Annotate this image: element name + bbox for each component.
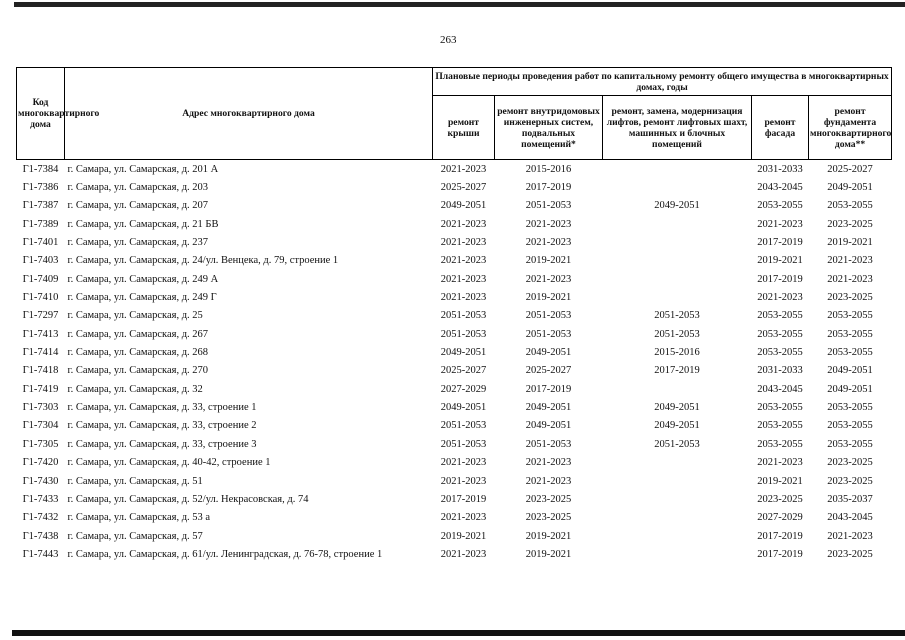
- cell-facade: 2023-2025: [757, 493, 803, 505]
- cell-lifts: [603, 527, 752, 545]
- cell-lifts: [603, 509, 752, 527]
- table-row: [17, 343, 892, 361]
- cell-address: г. Самара, ул. Самарская, д. 201 А: [67, 163, 219, 175]
- cell-systems: 2021-2023: [525, 218, 572, 230]
- cell-systems: 2021-2023: [525, 457, 572, 469]
- cell-address: г. Самара, ул. Самарская, д. 33, строение 1: [67, 402, 257, 414]
- cell-facade: 2017-2019: [757, 548, 803, 560]
- cell-foundation: 2049-2051: [827, 383, 873, 395]
- cell-foundation: 2021-2023: [827, 530, 873, 542]
- cell-systems: 2019-2021: [525, 548, 572, 560]
- cell-foundation: 2025-2027: [827, 163, 873, 175]
- cell-code: Г1-7443: [22, 548, 59, 560]
- cell-address: г. Самара, ул. Самарская, д. 21 БВ: [67, 218, 219, 230]
- cell-lifts: [603, 252, 752, 270]
- cell-facade: 2021-2023: [757, 218, 803, 230]
- cell-code: Г1-7433: [22, 493, 59, 505]
- cell-lifts: [603, 270, 752, 288]
- cell-roof: 2021-2023: [440, 457, 487, 469]
- cell-systems: 2017-2019: [525, 182, 572, 194]
- cell-foundation: 2053-2055: [827, 328, 873, 340]
- cell-address: г. Самара, ул. Самарская, д. 61/ул. Ленинградская, д. 76-78, строение 1: [67, 548, 383, 560]
- cell-address: г. Самара, ул. Самарская, д. 33, строение 2: [67, 420, 257, 432]
- cell-foundation: 2021-2023: [827, 255, 873, 267]
- cell-systems: 2019-2021: [525, 255, 572, 267]
- header-address: Адрес многоквартирного дома: [65, 68, 433, 160]
- header-systems: ремонт внутридомовых инженерных систем, подвальных помещений*: [495, 96, 603, 160]
- cell-roof: 2051-2053: [440, 420, 487, 432]
- cell-roof: 2021-2023: [440, 475, 487, 487]
- cell-foundation: 2053-2055: [827, 200, 873, 212]
- table-row: [17, 527, 892, 545]
- cell-lifts: 2049-2051: [654, 402, 700, 414]
- cell-lifts: [603, 288, 752, 306]
- cell-systems: 2019-2021: [525, 292, 572, 304]
- cell-roof: 2021-2023: [440, 237, 487, 249]
- cell-code: Г1-7413: [22, 328, 59, 340]
- cell-facade: 2043-2045: [757, 383, 803, 395]
- cell-facade: 2053-2055: [757, 310, 803, 322]
- cell-code: Г1-7384: [22, 163, 59, 175]
- cell-address: г. Самара, ул. Самарская, д. 268: [67, 347, 209, 359]
- cell-foundation: 2053-2055: [827, 402, 873, 414]
- table-row: [17, 252, 892, 270]
- cell-systems: 2025-2027: [525, 365, 572, 377]
- cell-systems: 2051-2053: [525, 438, 572, 450]
- table-row: [17, 215, 892, 233]
- cell-address: г. Самара, ул. Самарская, д. 24/ул. Венцека, д. 79, строение 1: [67, 255, 339, 267]
- cell-lifts: [603, 472, 752, 490]
- cell-address: г. Самара, ул. Самарская, д. 207: [67, 200, 209, 212]
- table-row: [17, 490, 892, 508]
- table-row: [17, 160, 892, 179]
- table-row: [17, 380, 892, 398]
- table-row: [17, 545, 892, 563]
- table-row: [17, 233, 892, 251]
- cell-code: Г1-7304: [22, 420, 59, 432]
- cell-code: Г1-7387: [22, 200, 59, 212]
- table-row: [17, 398, 892, 416]
- cell-address: г. Самара, ул. Самарская, д. 249 А: [67, 273, 219, 285]
- cell-systems: 2021-2023: [525, 237, 572, 249]
- cell-facade: 2017-2019: [757, 237, 803, 249]
- cell-address: г. Самара, ул. Самарская, д. 53 а: [67, 512, 211, 524]
- table-row: [17, 197, 892, 215]
- header-periods: Плановые периоды проведения работ по капитальному ремонту общего имущества в многоквартирных домах, годы: [433, 68, 892, 96]
- cell-lifts: [603, 545, 752, 563]
- cell-systems: 2051-2053: [525, 310, 572, 322]
- cell-address: г. Самара, ул. Самарская, д. 267: [67, 328, 209, 340]
- cell-roof: 2021-2023: [440, 548, 487, 560]
- cell-code: Г1-7410: [22, 292, 59, 304]
- cell-facade: 2017-2019: [757, 530, 803, 542]
- cell-roof: 2049-2051: [440, 402, 487, 414]
- cell-facade: 2021-2023: [757, 292, 803, 304]
- cell-systems: 2015-2016: [525, 163, 572, 175]
- cell-address: г. Самара, ул. Самарская, д. 51: [67, 475, 203, 487]
- cell-address: г. Самара, ул. Самарская, д. 270: [67, 365, 209, 377]
- cell-systems: 2049-2051: [525, 420, 572, 432]
- cell-foundation: 2043-2045: [827, 512, 873, 524]
- cell-systems: 2049-2051: [525, 347, 572, 359]
- cell-code: Г1-7305: [22, 438, 59, 450]
- cell-facade: 2031-2033: [757, 365, 803, 377]
- cell-address: г. Самара, ул. Самарская, д. 57: [67, 530, 203, 542]
- table-body: [17, 160, 892, 564]
- cell-facade: 2019-2021: [757, 475, 803, 487]
- cell-roof: 2051-2053: [440, 310, 487, 322]
- cell-lifts: [603, 233, 752, 251]
- cell-foundation: 2053-2055: [827, 438, 873, 450]
- cell-roof: 2021-2023: [440, 163, 487, 175]
- cell-lifts: [603, 160, 752, 179]
- cell-roof: 2017-2019: [440, 493, 487, 505]
- cell-foundation: 2023-2025: [827, 292, 873, 304]
- table-row: [17, 325, 892, 343]
- cell-code: Г1-7386: [22, 182, 59, 194]
- cell-foundation: 2053-2055: [827, 310, 873, 322]
- cell-address: г. Самара, ул. Самарская, д. 25: [67, 310, 203, 322]
- table-row: [17, 435, 892, 453]
- cell-facade: 2019-2021: [757, 255, 803, 267]
- cell-facade: 2053-2055: [757, 328, 803, 340]
- cell-address: г. Самара, ул. Самарская, д. 52/ул. Некрасовская, д. 74: [67, 493, 309, 505]
- cell-code: Г1-7401: [22, 237, 59, 249]
- cell-facade: 2053-2055: [757, 200, 803, 212]
- cell-lifts: [603, 454, 752, 472]
- cell-facade: 2031-2033: [757, 163, 803, 175]
- cell-foundation: 2023-2025: [827, 218, 873, 230]
- header-facade: ремонт фасада: [752, 96, 809, 160]
- cell-roof: 2049-2051: [440, 200, 487, 212]
- cell-foundation: 2023-2025: [827, 457, 873, 469]
- cell-lifts: [603, 380, 752, 398]
- cell-code: Г1-7389: [22, 218, 59, 230]
- cell-facade: 2043-2045: [757, 182, 803, 194]
- table-row: [17, 454, 892, 472]
- cell-facade: 2027-2029: [757, 512, 803, 524]
- cell-lifts: 2051-2053: [654, 438, 700, 450]
- cell-foundation: 2021-2023: [827, 273, 873, 285]
- cell-lifts: 2049-2051: [654, 420, 700, 432]
- header-code: Код многоквартирного дома: [17, 68, 65, 160]
- cell-foundation: 2053-2055: [827, 420, 873, 432]
- cell-facade: 2021-2023: [757, 457, 803, 469]
- cell-systems: 2017-2019: [525, 383, 572, 395]
- cell-facade: 2053-2055: [757, 420, 803, 432]
- cell-roof: 2021-2023: [440, 255, 487, 267]
- cell-facade: 2053-2055: [757, 438, 803, 450]
- cell-roof: 2027-2029: [440, 383, 487, 395]
- cell-address: г. Самара, ул. Самарская, д. 33, строение 3: [67, 438, 257, 450]
- cell-foundation: 2049-2051: [827, 365, 873, 377]
- cell-roof: 2021-2023: [440, 218, 487, 230]
- cell-code: Г1-7420: [22, 457, 59, 469]
- cell-lifts: [603, 215, 752, 233]
- bottom-border-line: [12, 630, 905, 636]
- cell-lifts: 2051-2053: [654, 310, 700, 322]
- cell-code: Г1-7432: [22, 512, 59, 524]
- cell-code: Г1-7419: [22, 383, 59, 395]
- cell-systems: 2021-2023: [525, 273, 572, 285]
- cell-roof: 2051-2053: [440, 438, 487, 450]
- cell-lifts: [603, 178, 752, 196]
- cell-roof: 2049-2051: [440, 347, 487, 359]
- cell-code: Г1-7297: [22, 310, 59, 322]
- cell-roof: 2021-2023: [440, 512, 487, 524]
- cell-code: Г1-7430: [22, 475, 59, 487]
- page-number: 263: [440, 34, 457, 46]
- cell-systems: 2049-2051: [525, 402, 572, 414]
- cell-lifts: 2015-2016: [654, 347, 700, 359]
- table-row: [17, 472, 892, 490]
- cell-code: Г1-7414: [22, 347, 59, 359]
- cell-roof: 2051-2053: [440, 328, 487, 340]
- table-row: [17, 307, 892, 325]
- cell-foundation: 2023-2025: [827, 548, 873, 560]
- header-lifts: ремонт, замена, модернизация лифтов, ремонт лифтовых шахт, машинных и блочных помещений: [603, 96, 752, 160]
- cell-address: г. Самара, ул. Самарская, д. 237: [67, 237, 209, 249]
- cell-foundation: 2023-2025: [827, 475, 873, 487]
- cell-code: Г1-7403: [22, 255, 59, 267]
- cell-code: Г1-7409: [22, 273, 59, 285]
- cell-systems: 2019-2021: [525, 530, 572, 542]
- cell-foundation: 2053-2055: [827, 347, 873, 359]
- cell-code: Г1-7438: [22, 530, 59, 542]
- header-roof: ремонт крыши: [433, 96, 495, 160]
- table-row: [17, 509, 892, 527]
- cell-code: Г1-7418: [22, 365, 59, 377]
- cell-roof: 2021-2023: [440, 292, 487, 304]
- cell-systems: 2021-2023: [525, 475, 572, 487]
- table-row: [17, 362, 892, 380]
- cell-facade: 2017-2019: [757, 273, 803, 285]
- repair-schedule-table: [16, 67, 892, 564]
- cell-address: г. Самара, ул. Самарская, д. 249 Г: [67, 292, 217, 304]
- cell-foundation: 2019-2021: [827, 237, 873, 249]
- top-border-line: [14, 2, 905, 7]
- cell-foundation: 2049-2051: [827, 182, 873, 194]
- cell-systems: 2051-2053: [525, 200, 572, 212]
- cell-address: г. Самара, ул. Самарская, д. 203: [67, 182, 209, 194]
- header-foundation: ремонт фундамента многоквартирного дома**: [809, 96, 892, 160]
- cell-systems: 2023-2025: [525, 493, 572, 505]
- cell-address: г. Самара, ул. Самарская, д. 40-42, строение 1: [67, 457, 271, 469]
- cell-systems: 2051-2053: [525, 328, 572, 340]
- cell-foundation: 2035-2037: [827, 493, 873, 505]
- table-row: [17, 270, 892, 288]
- cell-roof: 2019-2021: [440, 530, 487, 542]
- cell-roof: 2021-2023: [440, 273, 487, 285]
- cell-lifts: [603, 490, 752, 508]
- cell-facade: 2053-2055: [757, 347, 803, 359]
- table-row: [17, 417, 892, 435]
- cell-lifts: 2049-2051: [654, 200, 700, 212]
- cell-roof: 2025-2027: [440, 365, 487, 377]
- cell-code: Г1-7303: [22, 402, 59, 414]
- cell-facade: 2053-2055: [757, 402, 803, 414]
- table-row: [17, 178, 892, 196]
- cell-systems: 2023-2025: [525, 512, 572, 524]
- cell-roof: 2025-2027: [440, 182, 487, 194]
- cell-lifts: 2051-2053: [654, 328, 700, 340]
- cell-lifts: 2017-2019: [654, 365, 700, 377]
- table-row: [17, 288, 892, 306]
- cell-address: г. Самара, ул. Самарская, д. 32: [67, 383, 203, 395]
